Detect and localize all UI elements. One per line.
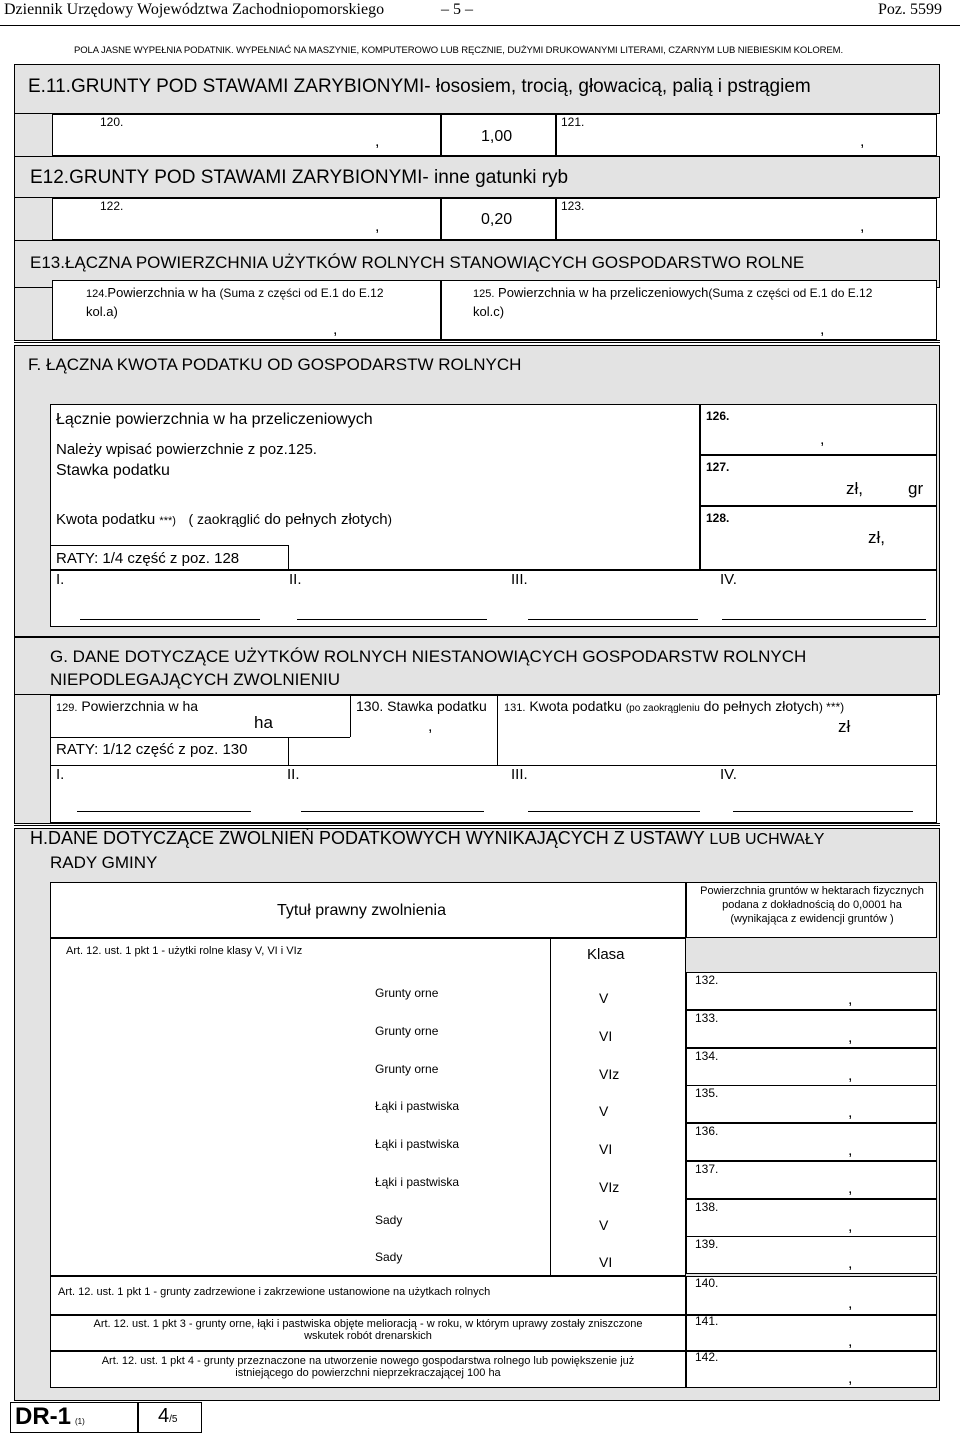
field-121-number: 121.: [561, 115, 585, 129]
f-amount-note-full: do pełnych złotych: [264, 511, 388, 528]
field-125-sum: (Suma z części od E.1 do E.12: [708, 286, 873, 300]
field-125-number: 125.: [473, 288, 495, 300]
field-120-number: 120.: [100, 115, 124, 129]
field-120-comma: ,: [375, 133, 380, 150]
field-124-comma: ,: [333, 321, 338, 338]
e11-title: E.11.GRUNTY POD STAWAMI ZARYBIONYMI- łososiem, trocią, głowacicą, palią i pstrągiem: [28, 76, 811, 97]
separator-gh: [14, 823, 940, 826]
h-row-number: 133.: [695, 1011, 719, 1025]
page-of: [158, 1405, 177, 1428]
g-divider-1: [350, 695, 351, 737]
field-138[interactable]: [686, 1199, 937, 1237]
field-131-unit[interactable]: zł: [838, 717, 851, 736]
field-130-comma[interactable]: ,: [428, 718, 433, 735]
h-row-number: 139.: [695, 1237, 719, 1251]
field-136[interactable]: [686, 1123, 937, 1161]
f-installment-4-field[interactable]: [722, 619, 926, 620]
field-140-comma: ,: [848, 1295, 853, 1312]
field-123[interactable]: [556, 198, 937, 240]
field-141-number: 141.: [695, 1314, 719, 1328]
h-row-class: VI: [599, 1028, 613, 1044]
f-amount-text: Kwota podatku: [56, 511, 156, 528]
h-art-d-line2: istniejącego do powierzchni nieprzekraczającej 100 ha: [235, 1367, 501, 1379]
field-126-comma: ,: [820, 431, 825, 448]
factor-e12-value: 0,20: [481, 211, 513, 228]
e13-left-margin: [14, 288, 52, 340]
h-row-type: Łąki i pastwiska: [375, 1175, 460, 1189]
field-131-number: 131.: [504, 702, 526, 714]
g-divider-3: [288, 737, 289, 765]
field-141[interactable]: [686, 1315, 937, 1351]
field-131-note: (po zaokrągleniu: [625, 703, 700, 714]
f-installment-4-label: IV.: [720, 571, 737, 588]
h-row-number: 132.: [695, 973, 719, 987]
g-installment-2-label: II.: [287, 766, 300, 783]
g-raty-top-line: [50, 737, 350, 738]
h-art-d-label: [50, 1355, 686, 1379]
h-klasa-header: Klasa: [587, 946, 625, 963]
separator-ef: [14, 340, 940, 343]
field-132[interactable]: [686, 972, 937, 1010]
g-body: [50, 695, 937, 823]
field-128-zl: zł,: [868, 528, 885, 547]
f-area-note: Należy wpisać powierzchnie z poz.125.: [56, 441, 317, 458]
f-raty-label: RATY: 1/4 część z poz. 128: [56, 550, 240, 567]
g-installment-4-field[interactable]: [733, 811, 913, 812]
field-124-number: 124.: [86, 288, 108, 300]
h-row-comma: ,: [848, 1255, 853, 1272]
f-rate-label: Stawka podatku: [56, 462, 170, 479]
page-total: /5: [169, 1414, 178, 1425]
fill-instruction: POLA JASNE WYPEŁNIA PODATNIK. WYPEŁNIAĆ NA MASZYNIE, KOMPUTEROWO LUB RĘCZNIE, DUŻYMI DRUKOWANYMI LITERAMI, CZARNYM LUB NIEBIESKIM KOLOREM.: [74, 45, 844, 56]
h-art-b-label: Art. 12. ust. 1 pkt 1 - grunty zadrzewione i zakrzewione ustanowione na użytkach rolnych: [58, 1286, 491, 1298]
h-row-comma: ,: [848, 1218, 853, 1235]
field-129-unit[interactable]: ha: [254, 713, 273, 732]
field-142-number: 142.: [695, 1350, 719, 1364]
g-installment-3-field[interactable]: [528, 811, 700, 812]
field-131-stars: ) ***): [818, 700, 845, 714]
h-row-type: Łąki i pastwiska: [375, 1137, 460, 1151]
header-rule: [0, 25, 960, 26]
field-130-label: 130. Stawka podatku: [356, 698, 487, 714]
g-left-margin: [14, 695, 50, 823]
h-row-class: V: [599, 990, 609, 1006]
h-row-comma: ,: [848, 1142, 853, 1159]
h-row-class: VIz: [599, 1179, 620, 1195]
field-125-label: [473, 284, 872, 321]
field-140-number: 140.: [695, 1276, 719, 1290]
f-raty-top-line: [50, 545, 288, 546]
field-126[interactable]: [700, 404, 937, 455]
field-124-col: kol.a): [86, 304, 118, 319]
h-art-a-box: [50, 938, 686, 1276]
f-installment-1-label: I.: [56, 571, 65, 588]
h-row-comma: ,: [848, 991, 853, 1008]
h-row-type: Sady: [375, 1213, 403, 1227]
field-141-comma: ,: [848, 1333, 853, 1350]
g-installment-2-field[interactable]: [301, 811, 484, 812]
g-installment-4-label: IV.: [720, 766, 737, 783]
field-124-text: Powierzchnia w ha: [107, 285, 216, 300]
g-raty-bottom-line: [50, 765, 937, 766]
field-129-text: Powierzchnia w ha: [81, 698, 199, 714]
h-art-c-line1: Art. 12. ust. 1 pkt 3 - grunty orne, łąki i pastwiska objęte melioracją - w roku, w którym uprawy zostały zniszczone: [93, 1318, 643, 1330]
field-128-number: 128.: [706, 511, 730, 525]
f-installment-3-label: III.: [511, 571, 528, 588]
field-121[interactable]: [556, 114, 937, 156]
h-row-number: 134.: [695, 1049, 719, 1063]
h-row-class: VI: [599, 1141, 613, 1157]
field-121-comma: ,: [860, 133, 865, 150]
h-row-class: VIz: [599, 1066, 620, 1082]
e13-title: E13.ŁĄCZNA POWIERZCHNIA UŻYTKÓW ROLNYCH STANOWIĄCYCH GOSPODARSTWO ROLNE: [30, 253, 805, 272]
field-125-text: Powierzchnia w ha przeliczeniowych: [498, 285, 709, 300]
f-area-label: Łącznie powierzchnia w ha przeliczeniowych: [56, 411, 373, 428]
field-126-number: 126.: [706, 409, 730, 423]
f-title: F. ŁĄCZNA KWOTA PODATKU OD GOSPODARSTW ROLNYCH: [28, 355, 522, 374]
e11-left-margin: [14, 114, 52, 156]
field-124-label: [86, 284, 384, 321]
field-131-label: [504, 698, 844, 714]
field-123-number: 123.: [561, 199, 585, 213]
h-title-tail: LUB UCHWAŁY: [709, 831, 825, 848]
h-row-type: Sady: [375, 1250, 403, 1264]
position-number: Poz. 5599: [878, 1, 942, 18]
h-row-number: 137.: [695, 1162, 719, 1176]
form-version: (1): [75, 1417, 85, 1426]
f-installment-2-label: II.: [289, 571, 302, 588]
field-131-text: Kwota podatku: [529, 698, 622, 714]
f-amount-stars: ***): [159, 515, 176, 527]
h-row-comma: ,: [848, 1104, 853, 1121]
h-row-comma: ,: [848, 1180, 853, 1197]
page-number: – 5 –: [441, 1, 473, 18]
g-divider-2: [497, 695, 498, 765]
f-installment-2-field[interactable]: [297, 619, 487, 620]
field-139[interactable]: [686, 1236, 937, 1274]
g-installment-1-field[interactable]: [77, 811, 251, 812]
field-137[interactable]: [686, 1161, 937, 1199]
field-124-sum: (Suma z części od E.1 do E.12: [219, 286, 384, 300]
f-amount-note: ( zaokrąglić: [188, 511, 261, 527]
h-row-type: Łąki i pastwiska: [375, 1099, 460, 1113]
field-133[interactable]: [686, 1010, 937, 1048]
f-installment-1-field[interactable]: [80, 619, 260, 620]
field-125-col: kol.c): [473, 304, 505, 319]
g-title-line2: NIEPODLEGAJĄCYCH ZWOLNIENIU: [50, 670, 340, 689]
h-title-main: H.DANE DOTYCZĄCE ZWOLNIEŃ PODATKOWYCH WYNIKAJĄCYCH Z USTAWY: [30, 828, 705, 848]
e12-left-margin: [14, 198, 52, 240]
h-art-c-line2: wskutek robót drenarskich: [304, 1330, 432, 1342]
h-col-area: Powierzchnia gruntów w hektarach fizycznych podana z dokładnością do 0,0001 ha (wynikająca z ewidencji gruntów ): [700, 885, 924, 925]
field-125-comma: ,: [820, 321, 825, 338]
field-127[interactable]: [700, 455, 937, 506]
field-127-zl: zł,: [846, 479, 863, 498]
h-art-d-line1: Art. 12. ust. 1 pkt 4 - grunty przeznaczone na utworzenie nowego gospodarstwa rolnego lub powiększenie już: [101, 1355, 635, 1367]
page-current: 4: [158, 1405, 170, 1427]
h-row-type: Grunty orne: [375, 986, 439, 1000]
f-installment-3-field[interactable]: [528, 619, 698, 620]
h-title-line2: RADY GMINY: [50, 853, 158, 872]
field-135[interactable]: [686, 1085, 937, 1123]
field-127-number: 127.: [706, 460, 730, 474]
h-row-number: 138.: [695, 1200, 719, 1214]
f-amount-note-end: ): [387, 512, 392, 527]
journal-title: Dziennik Urzędowy Województwa Zachodniopomorskiego: [4, 1, 385, 18]
field-142[interactable]: [686, 1351, 937, 1388]
field-129-number: 129.: [56, 702, 78, 714]
field-129-label: [56, 698, 198, 714]
h-col-title: Tytuł prawny zwolnienia: [277, 902, 446, 919]
g-installment-1-label: I.: [56, 766, 65, 783]
g-raty-label: RATY: 1/12 część z poz. 130: [56, 741, 248, 758]
h-title-line1: [30, 828, 824, 849]
form-id: [15, 1403, 85, 1431]
f-raty-divider: [288, 545, 289, 570]
factor-e11-value: 1,00: [481, 128, 513, 145]
field-122-comma: ,: [375, 218, 380, 235]
field-131-note-full: do pełnych złotych: [703, 698, 819, 714]
h-row-comma: ,: [848, 1029, 853, 1046]
f-amount-label: [56, 511, 392, 528]
h-art-c-label: [50, 1318, 686, 1342]
h-row-class: VI: [599, 1254, 613, 1270]
h-klasa-divider: [550, 938, 551, 1276]
field-123-comma: ,: [860, 218, 865, 235]
h-row-type: Grunty orne: [375, 1024, 439, 1038]
field-142-comma: ,: [848, 1370, 853, 1387]
h-row-class: V: [599, 1217, 609, 1233]
h-row-number: 136.: [695, 1124, 719, 1138]
h-row-class: V: [599, 1103, 609, 1119]
h-row-comma: ,: [848, 1067, 853, 1084]
e12-title: E12.GRUNTY POD STAWAMI ZARYBIONYMI- inne gatunki ryb: [30, 167, 569, 188]
g-installment-3-label: III.: [511, 766, 528, 783]
field-127-gr: gr: [908, 479, 924, 498]
h-art-a-label: Art. 12. ust. 1 pkt 1 - użytki rolne klasy V, VI i VIz: [66, 945, 303, 957]
field-128[interactable]: [700, 506, 937, 570]
h-row-number: 135.: [695, 1086, 719, 1100]
field-122-number: 122.: [100, 199, 124, 213]
form-code: DR-1: [15, 1403, 72, 1430]
field-134[interactable]: [686, 1048, 937, 1086]
g-title-line1: G. DANE DOTYCZĄCE UŻYTKÓW ROLNYCH NIESTANOWIĄCYCH GOSPODARSTW ROLNYCH: [50, 647, 807, 666]
h-row-type: Grunty orne: [375, 1062, 439, 1076]
field-140[interactable]: [686, 1276, 937, 1315]
